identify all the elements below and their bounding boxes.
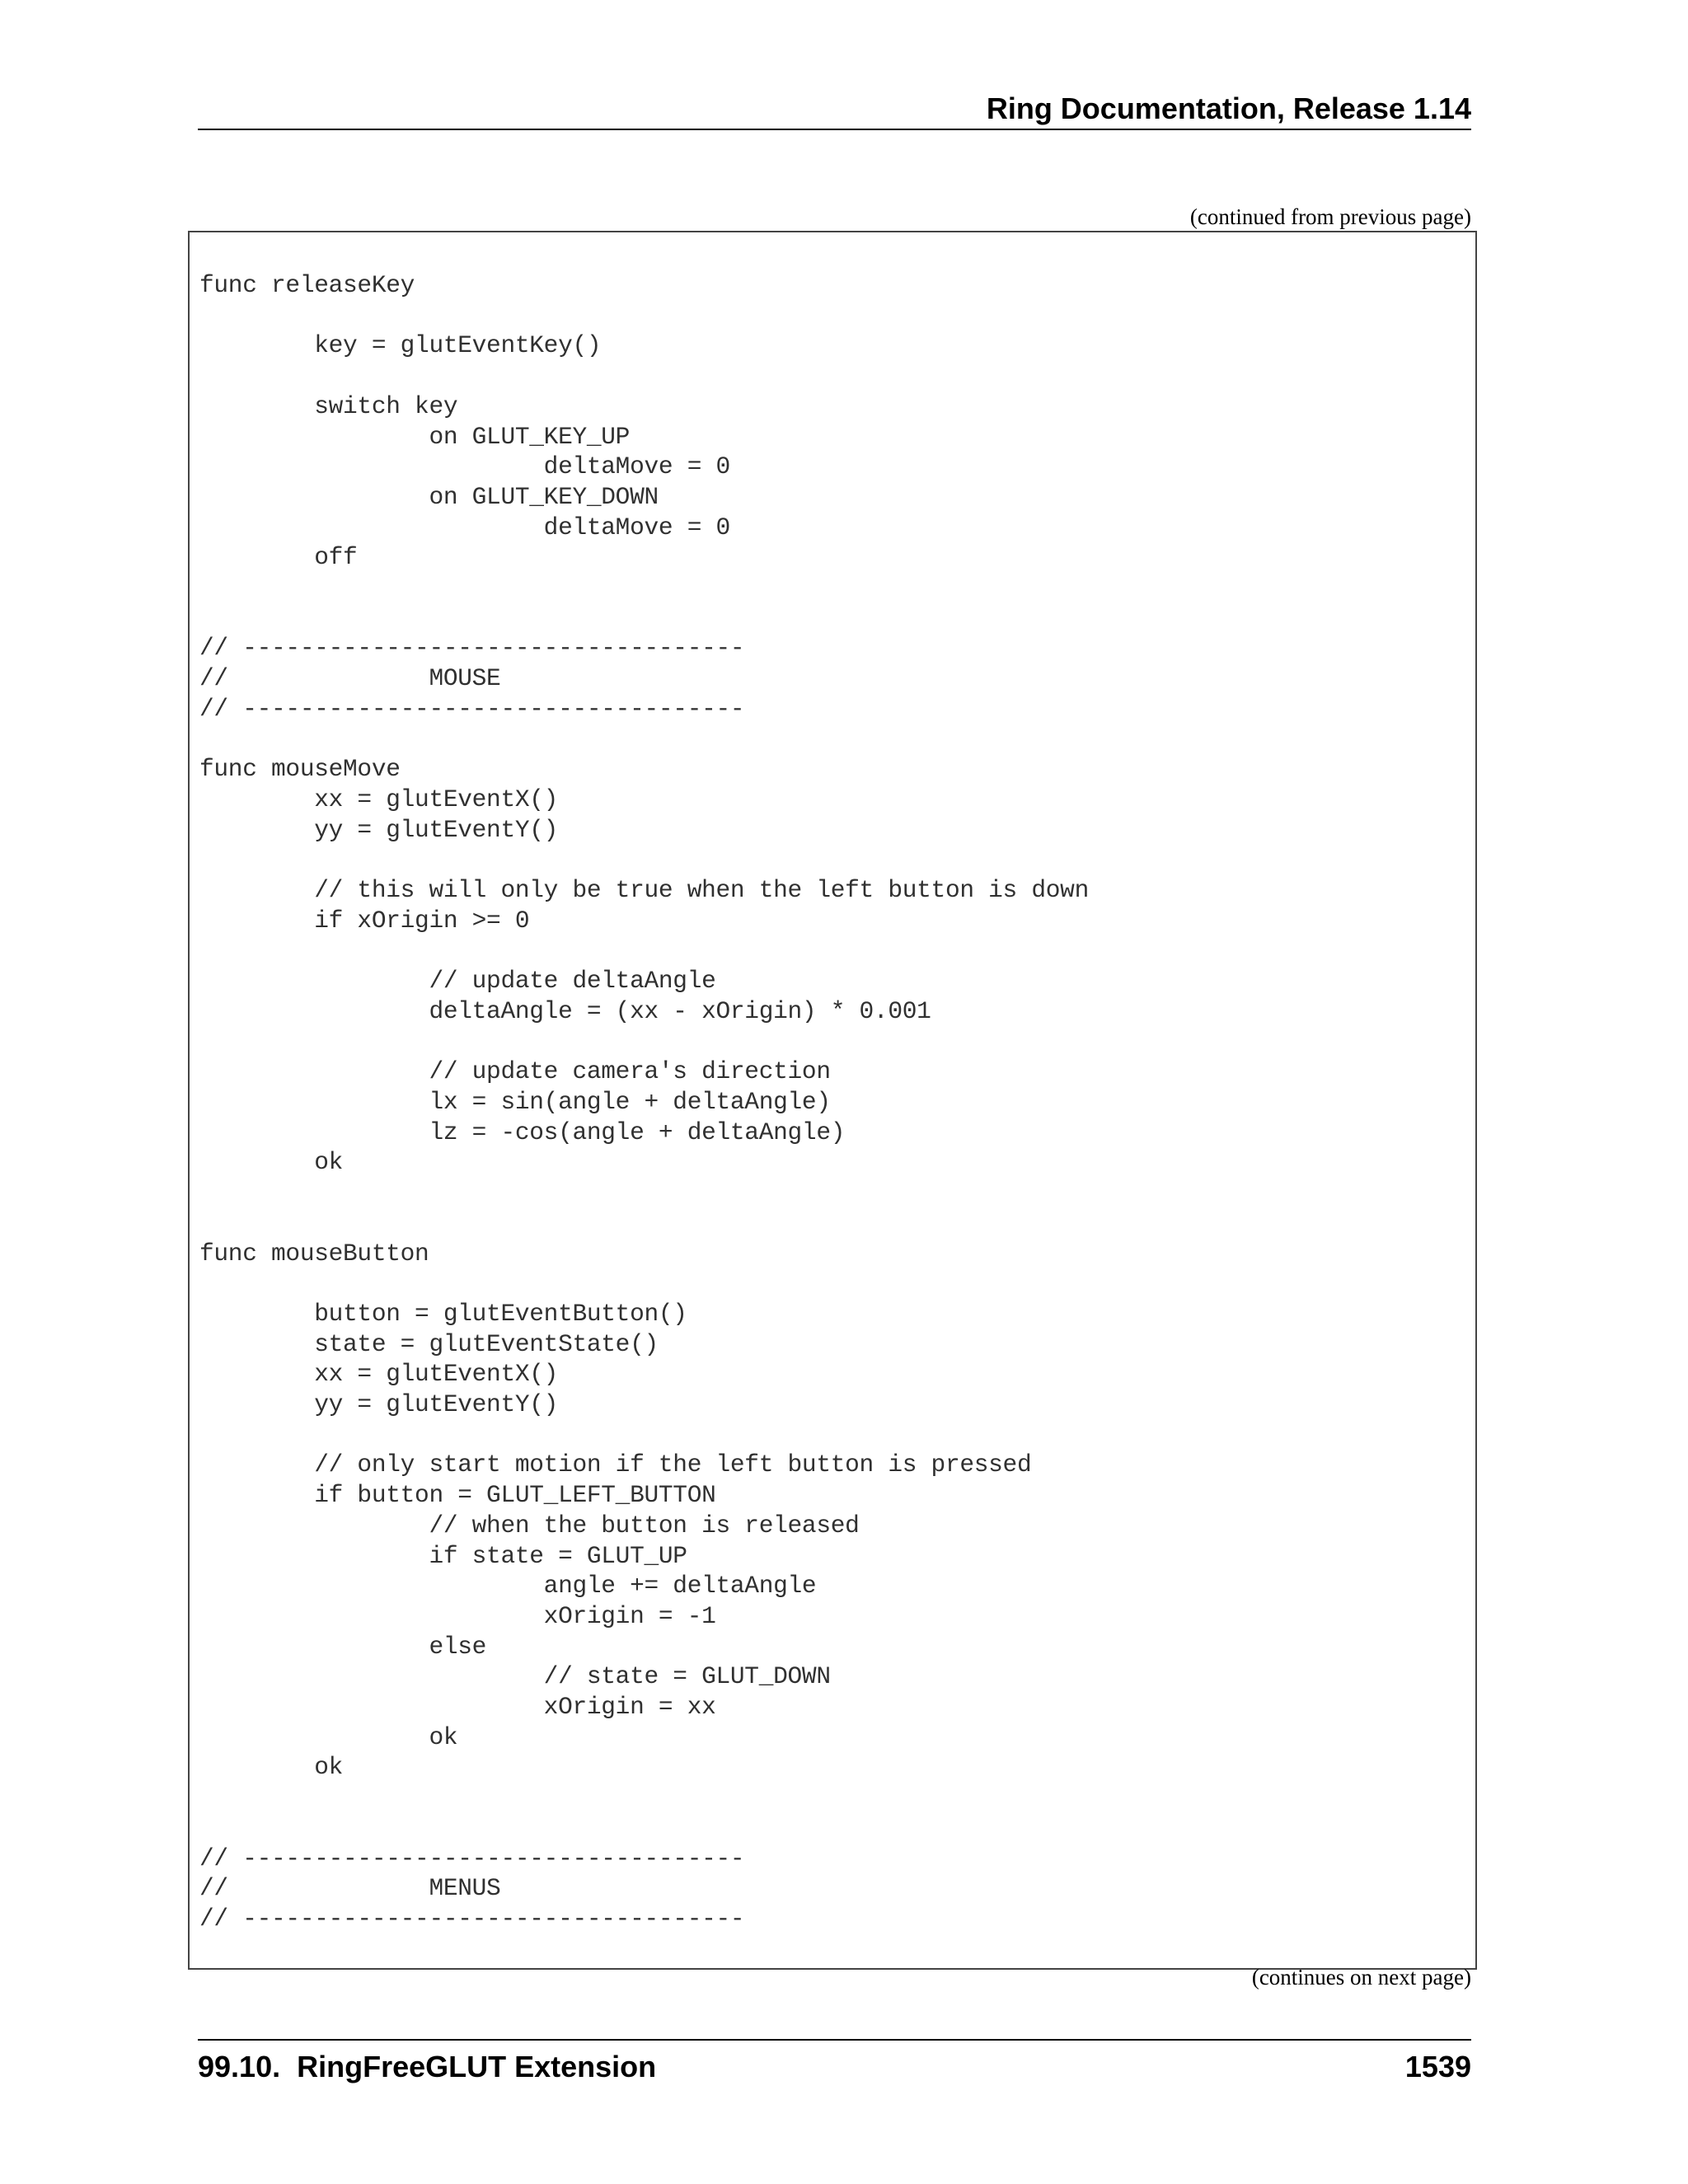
page-header-title: Ring Documentation, Release 1.14	[986, 91, 1471, 125]
footer-section-title: 99.10. RingFreeGLUT Extension	[198, 2050, 657, 2083]
continued-from-previous-note: (continued from previous page)	[1189, 204, 1471, 229]
footer-page-number: 1539	[1404, 2050, 1471, 2083]
continues-on-next-note: (continues on next page)	[1251, 1965, 1471, 1990]
code-block	[188, 231, 1477, 1970]
footer-divider	[198, 2039, 1471, 2041]
header-divider	[198, 129, 1471, 130]
code-listing: func releaseKey key = glutEventKey() switch key on GLUT_KEY_UP deltaMove = 0 on GLUT_KEY_DOWN deltaMove = 0 off // ----------------------------------- // MOUSE // ----------------------------------- func mouseMove xx = glutEventX() yy = glutEventY() // this will only be true when the left button is down if xOrigin >= 0 // update deltaAngle deltaAngle = (xx - xOrigin) * 0.001 // update camera's direction lx = sin(angle + deltaAngle) lz = -cos(angle + deltaAngle) ok func mouseButton button = glutEventButton() state = glutEventState() xx = glutEventX() yy = glutEventY() // only start motion if the left button is pressed if button = GLUT_LEFT_BUTTON // when the button is released if state = GLUT_UP angle += deltaAngle xOrigin = -1 else // state = GLUT_DOWN xOrigin = xx ok ok // ----------------------------------- // MENUS // -----------------------------------	[199, 271, 1089, 1933]
